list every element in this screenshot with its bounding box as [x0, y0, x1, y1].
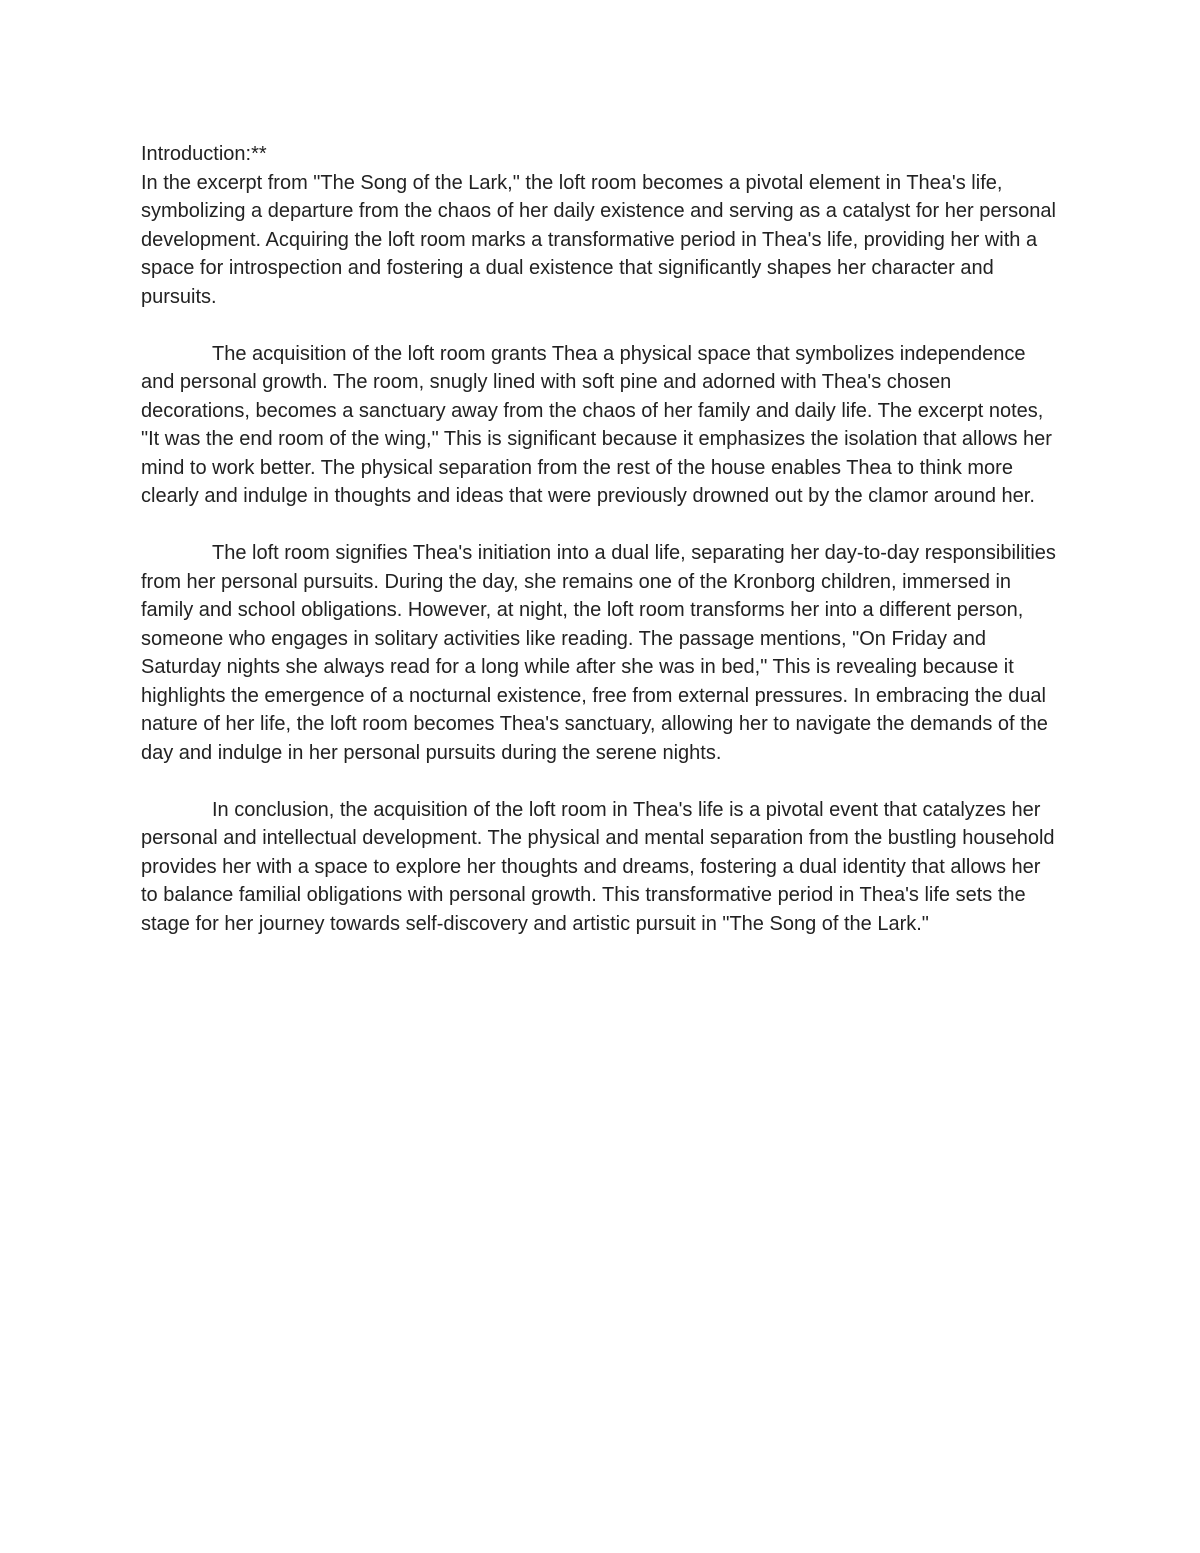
paragraph-conclusion: In conclusion, the acquisition of the loft room in Thea's life is a pivotal event that catalyzes her personal and intellectual development. The physical and mental separation from the bustling household provides her with a space to explore her thoughts and dreams, fostering a dual identity that allows her to balance familial obligations with personal growth. This transformative period in Thea's life sets the stage for her journey towards self-discovery and artistic pursuit in "The Song of the Lark." — [141, 798, 1055, 935]
paragraph-introduction: In the excerpt from "The Song of the Lark," the loft room becomes a pivotal element in Thea's life, symbolizing a departure from the chaos of her daily existence and serving as a catalyst for her personal development. Acquiring the loft room marks a transformative period in Thea's life, providing her with a space for introspection and fostering a dual existence that significantly shapes her character and pursuits. — [141, 171, 1056, 308]
paragraph-body-1: The acquisition of the loft room grants Thea a physical space that symbolizes independence and personal growth. The room, snugly lined with soft pine and adorned with Thea's chosen decorations, becomes a sanctuary away from the chaos of her family and daily life. The excerpt notes, "It was the end room of the wing," This is significant because it emphasizes the isolation that allows her mind to work better. The physical separation from the rest of the house enables Thea to think more clearly and indulge in thoughts and ideas that were previously drowned out by the clamor around her. — [141, 342, 1052, 507]
paragraph-body-2: The loft room signifies Thea's initiation into a dual life, separating her day-to-day responsibilities from her personal pursuits. During the day, she remains one of the Kronborg children, immersed in family and school obligations. However, at night, the loft room transforms her into a different person, someone who engages in solitary activities like reading. The passage mentions, "On Friday and Saturday nights she always read for a long while after she was in bed," This is revealing because it highlights the emergence of a nocturnal existence, free from external pressures. In embracing the dual nature of her life, the loft room becomes Thea's sanctuary, allowing her to navigate the demands of the day and indulge in her personal pursuits during the serene nights. — [141, 542, 1056, 764]
paragraph-spacer — [141, 767, 1061, 796]
section-heading: Introduction:** — [141, 143, 267, 165]
document-body — [141, 140, 1061, 938]
paragraph-spacer — [141, 311, 1061, 340]
paragraph-spacer — [141, 511, 1061, 540]
